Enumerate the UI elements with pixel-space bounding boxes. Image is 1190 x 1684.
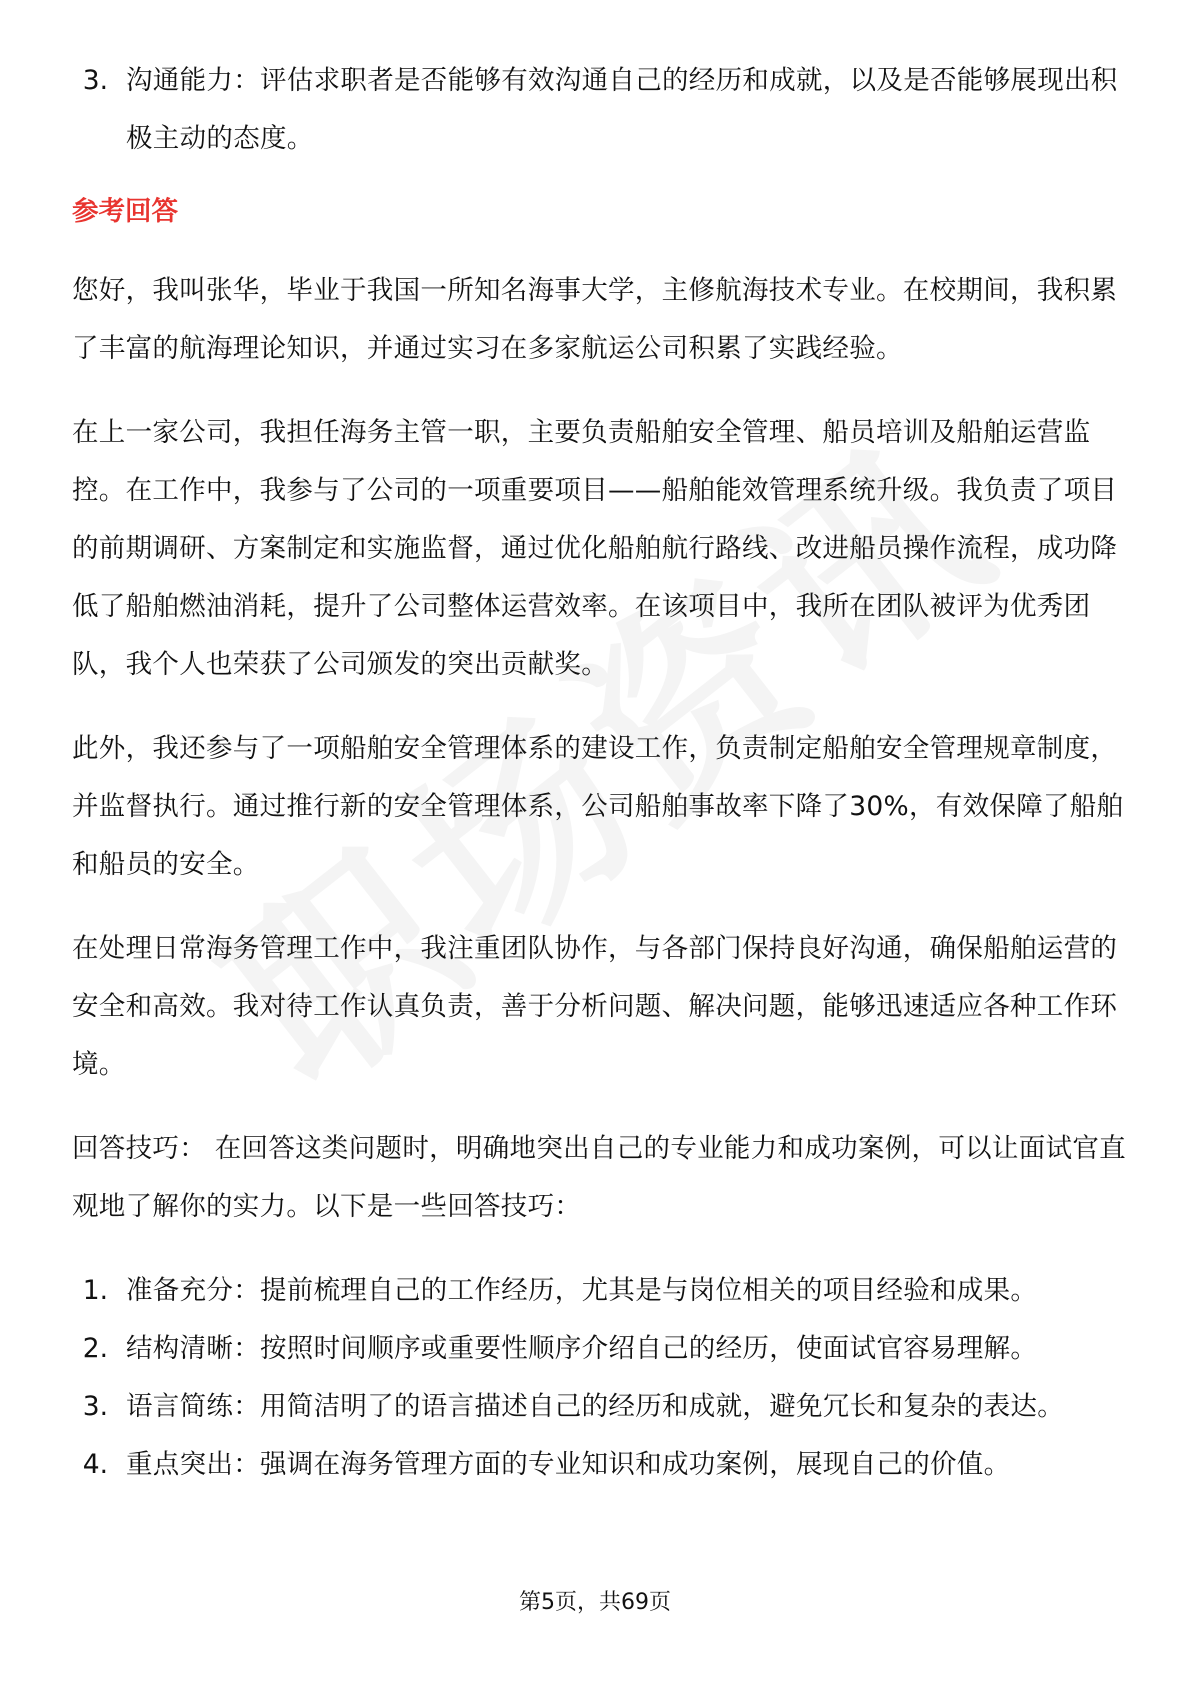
list-number: 2.	[82, 1333, 108, 1364]
list-item	[72, 1320, 1132, 1378]
paragraph-intro: 您好，我叫张华，毕业于我国一所知名海事大学，主修航海技术专业。在校期间，我积累了丰富的航海理论知识，并通过实习在多家航运公司积累了实践经验。	[72, 275, 1118, 364]
list-item	[72, 52, 1132, 168]
criteria-list	[72, 52, 1132, 168]
list-text: 结构清晰：按照时间顺序或重要性顺序介绍自己的经历，使面试官容易理解。	[126, 1333, 1038, 1364]
page-footer: 第5页，共69页	[519, 1590, 671, 1615]
list-number: 4.	[82, 1449, 108, 1480]
paragraph-tips-intro: 回答技巧： 在回答这类问题时，明确地突出自己的专业能力和成功案例，可以让面试官直观地了解你的实力。以下是一些回答技巧：	[72, 1133, 1126, 1222]
list-number: 1.	[82, 1275, 108, 1306]
paragraph-safety: 此外，我还参与了一项船舶安全管理体系的建设工作，负责制定船舶安全管理规章制度，并监督执行。通过推行新的安全管理体系，公司船舶事故率下降了30%，有效保障了船舶和船员的安全。	[72, 733, 1124, 880]
list-item	[72, 1378, 1132, 1436]
section-heading: 参考回答	[72, 196, 178, 227]
paragraph-teamwork: 在处理日常海务管理工作中，我注重团队协作，与各部门保持良好沟通，确保船舶运营的安全和高效。我对待工作认真负责，善于分析问题、解决问题，能够迅速适应各种工作环境。	[72, 933, 1118, 1080]
list-item	[72, 1262, 1132, 1320]
tips-list	[72, 1262, 1132, 1494]
paragraph-experience: 在上一家公司，我担任海务主管一职，主要负责船舶安全管理、船员培训及船舶运营监控。在工作中，我参与了公司的一项重要项目——船舶能效管理系统升级。我负责了项目的前期调研、方案制定和实施监督，通过优化船舶航行路线、改进船员操作流程，成功降低了船舶燃油消耗，提升了公司整体运营效率。在该项目中，我所在团队被评为优秀团队，我个人也荣获了公司颁发的突出贡献奖。	[72, 417, 1118, 680]
list-text: 语言简练：用简洁明了的语言描述自己的经历和成就，避免冗长和复杂的表达。	[126, 1391, 1064, 1422]
list-text: 沟通能力：评估求职者是否能够有效沟通自己的经历和成就，以及是否能够展现出积极主动的态度。	[126, 65, 1118, 154]
list-text: 重点突出：强调在海务管理方面的专业知识和成功案例，展现自己的价值。	[126, 1449, 1011, 1480]
list-number: 3.	[82, 1391, 108, 1422]
list-number: 3.	[82, 65, 108, 96]
list-text: 准备充分：提前梳理自己的工作经历，尤其是与岗位相关的项目经验和成果。	[126, 1275, 1038, 1306]
list-item	[72, 1436, 1132, 1494]
document-body	[72, 52, 1132, 1494]
